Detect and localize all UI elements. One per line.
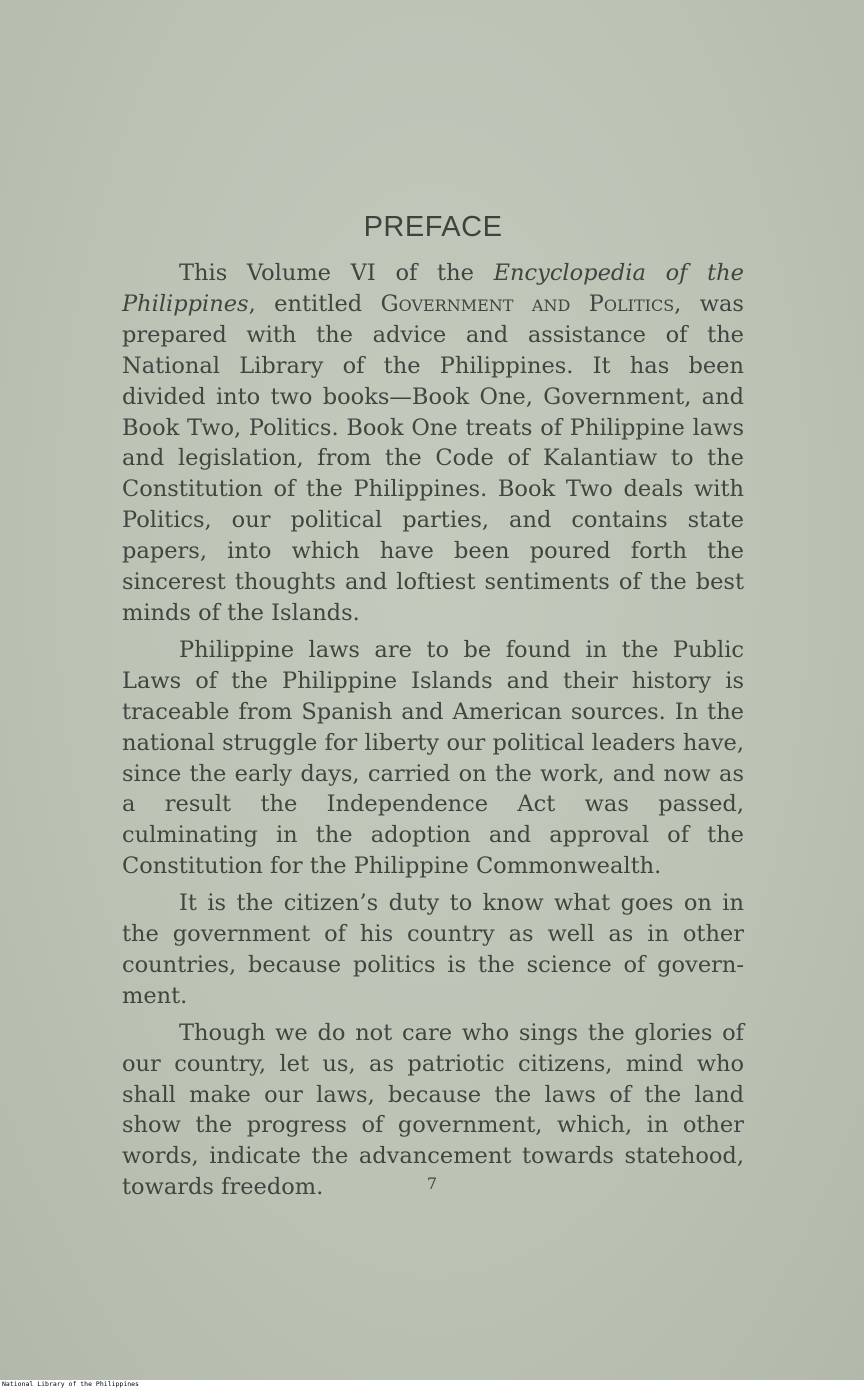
paragraph-4: Though we do not care who sings the glories of our country, let us, as patriotic citizens, mind who shall make our laws, because the laws of the land show the progress of government, which, in other words, indicate the advancement towards statehood, towards freedom.: [122, 1019, 744, 1201]
paragraph-1: [122, 258, 744, 629]
paragraph-2: Philippine laws are to be found in the Public Laws of the Philippine Islands and their history is traceable from Spanish and American sources. In the national struggle for liberty our political leaders have, since the early days, carried on the work, and now as a result the Independence Act was passed, culminating in the adoption and approval of the Constitution for the Philippine Commonwealth.: [122, 636, 744, 880]
page-number: 7: [426, 1174, 438, 1193]
volume-title-small-caps: Government and Politics: [380, 290, 675, 317]
book-title-italic: Encyclopedia of the Philippines: [122, 260, 744, 317]
page-content: [122, 204, 744, 1209]
paragraph-1-lead: This Volume VI of the: [179, 260, 494, 286]
paragraph-1-mid: , entitled: [248, 290, 381, 317]
paragraph-1-rest: , was prepared with the advice and assistance of the National Library of the Philippines. It has been divided into two books—Book One, Government, and Book Two, Politics. Book One treats of Philippine laws and legislation, from the Code of Kalantiaw to the Constitution of the Philippines. Book Two deals with Politics, our political parties, and contains state papers, into which have been poured forth the sincerest thoughts and loftiest sentiments of the best minds of the Islands.: [122, 290, 744, 626]
paragraph-3: It is the citizen’s duty to know what goes on in the government of his country as well as in other countries, because politics is the science of government.: [122, 890, 744, 1009]
page-title: PREFACE: [363, 211, 503, 243]
source-label: National Library of the Philippines: [2, 1380, 139, 1388]
